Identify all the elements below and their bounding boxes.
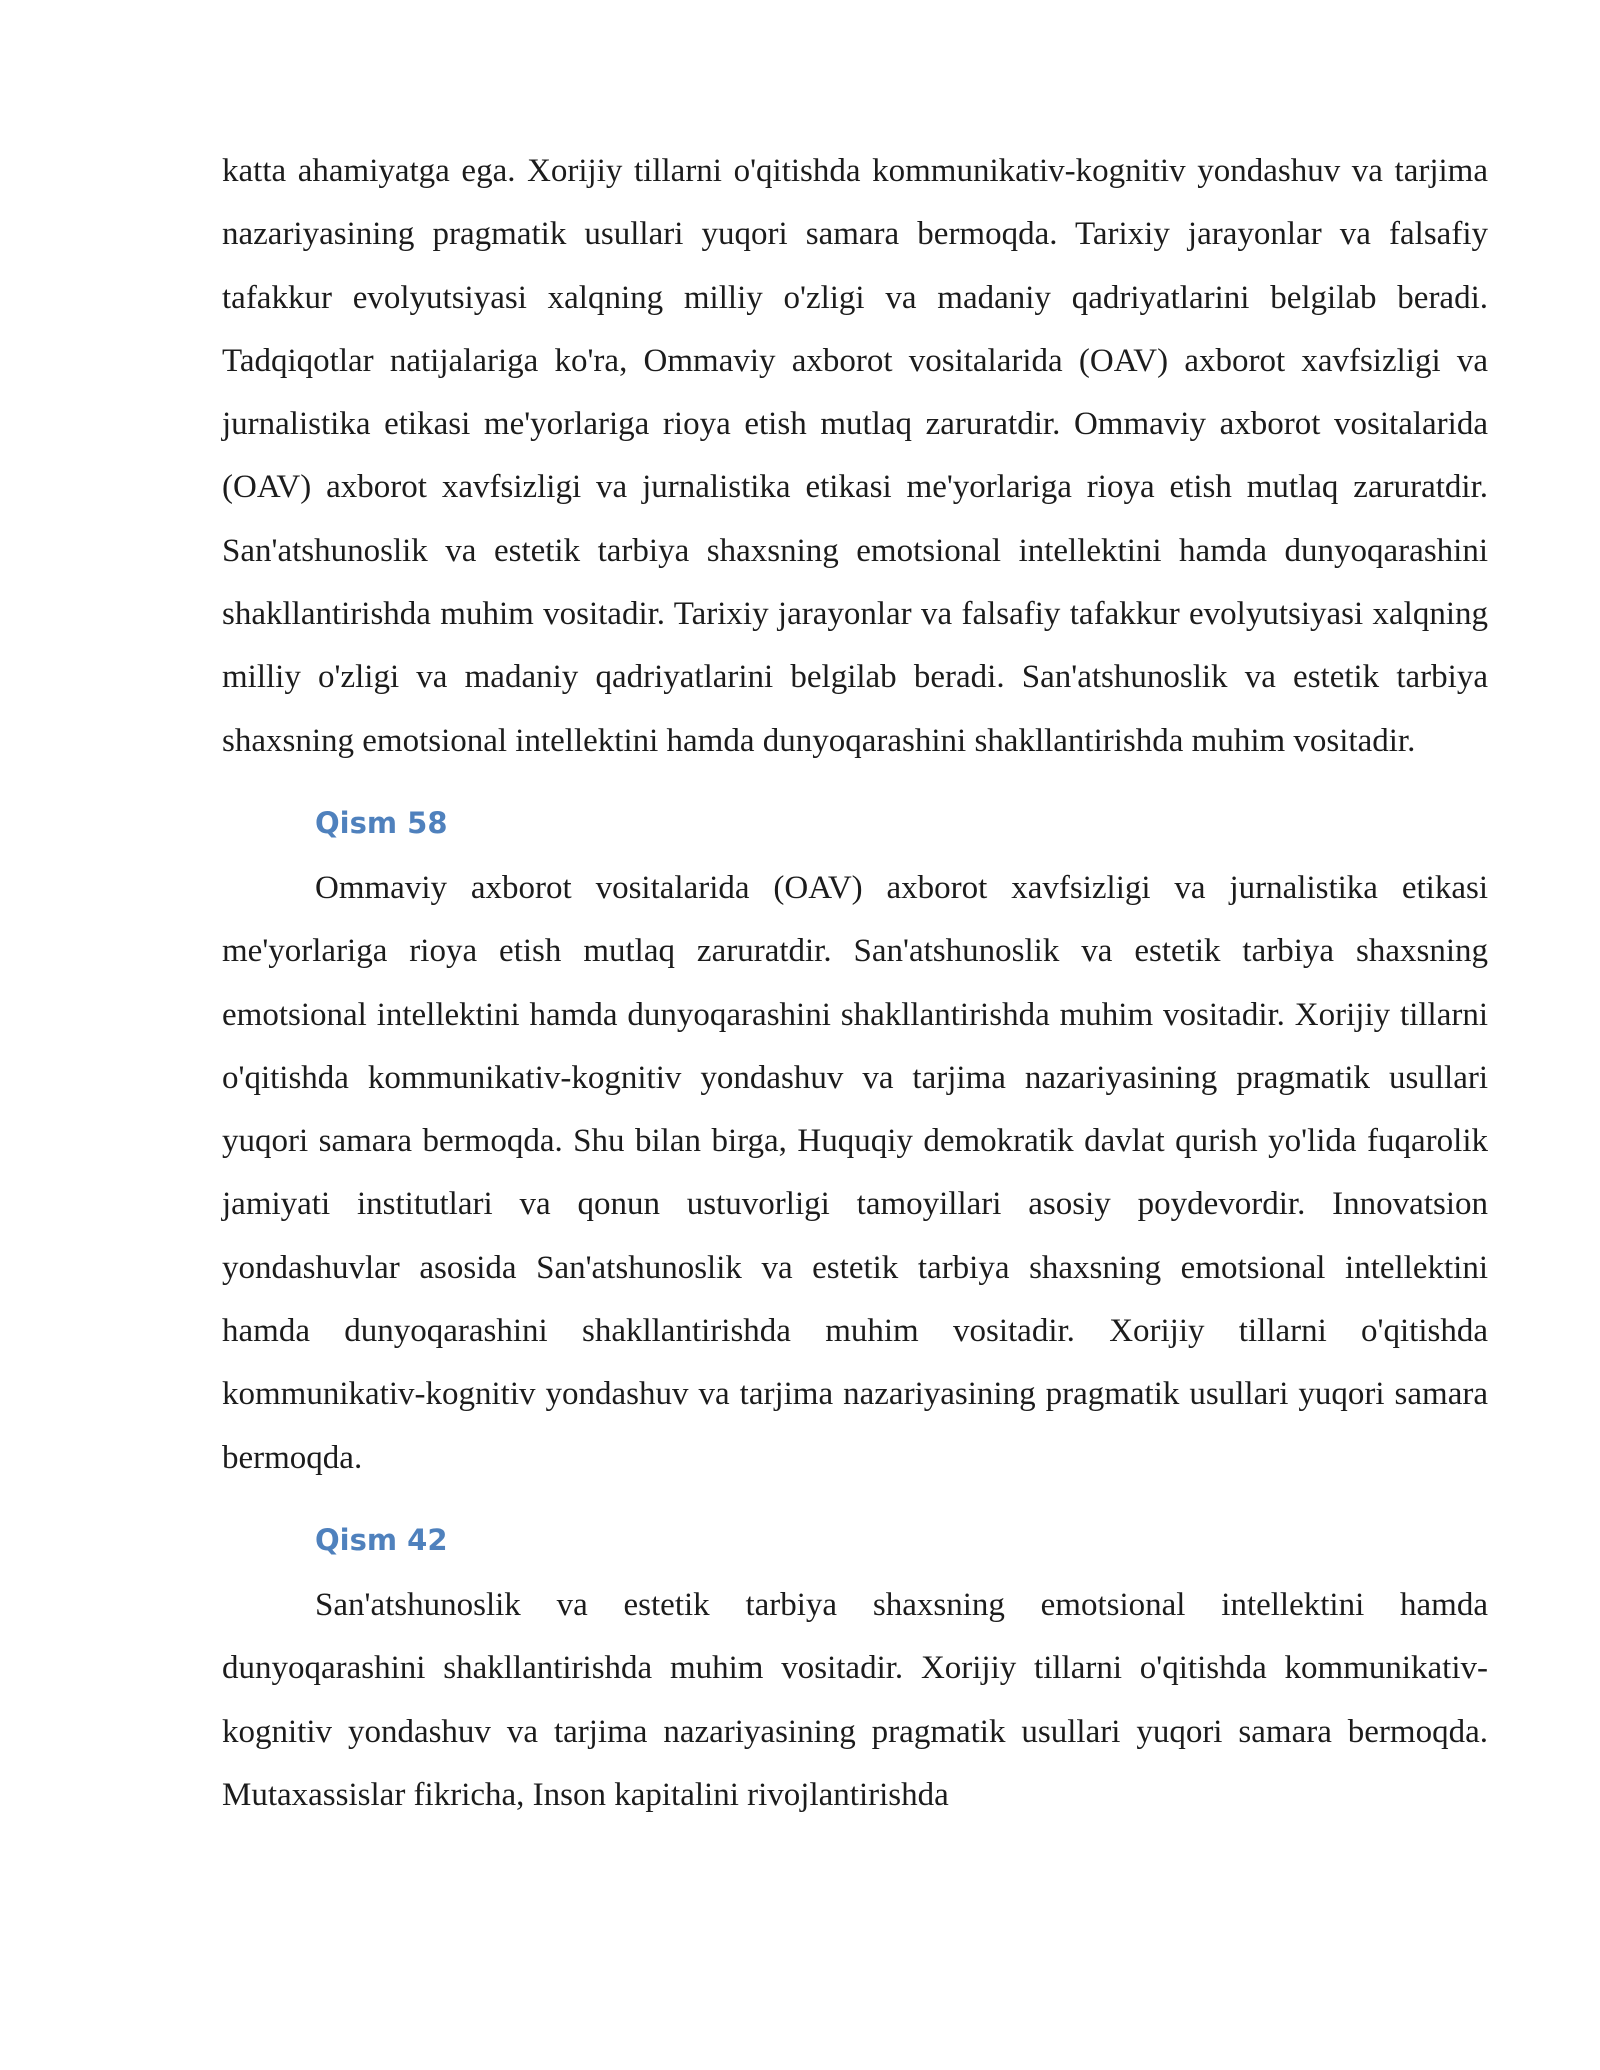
page-content bbox=[222, 140, 1488, 1827]
section-heading-qism-58: Qism 58 bbox=[315, 805, 448, 840]
body-paragraph-2: Ommaviy axborot vositalarida (OAV) axborot xavfsizligi va jurnalistika etikasi me'yorlariga rioya etish mutlaq zaruratdir. San'atshunoslik va estetik tarbiya shaxsning emotsional intellektini hamda dunyoqarashini shakllantirishda muhim vositadir. Xorijiy tillarni o'qitishda kommunikativ-kognitiv yondashuv va tarjima nazariyasining pragmatik usullari yuqori samara bermoqda. Shu bilan birga, Huquqiy demokratik davlat qurish yo'lida fuqarolik jamiyati institutlari va qonun ustuvorligi tamoyillari asosiy poydevordir. Innovatsion yondashuvlar asosida San'atshunoslik va estetik tarbiya shaxsning emotsional intellektini hamda dunyoqarashini shakllantirishda muhim vositadir. Xorijiy tillarni o'qitishda kommunikativ-kognitiv yondashuv va tarjima nazariyasining pragmatik usullari yuqori samara bermoqda. bbox=[222, 869, 1488, 1476]
section-heading-qism-42: Qism 42 bbox=[315, 1522, 448, 1557]
body-paragraph-3: San'atshunoslik va estetik tarbiya shaxsning emotsional intellektini hamda dunyoqarashini shakllantirishda muhim vositadir. Xorijiy tillarni o'qitishda kommunikativ-kognitiv yondashuv va tarjima nazariyasining pragmatik usullari yuqori samara bermoqda. Mutaxassislar fikricha, Inson kapitalini rivojlantirishda bbox=[222, 1586, 1488, 1813]
body-paragraph-1: katta ahamiyatga ega. Xorijiy tillarni o'qitishda kommunikativ-kognitiv yondashuv va tarjima nazariyasining pragmatik usullari yuqori samara bermoqda. Tarixiy jarayonlar va falsafiy tafakkur evolyutsiyasi xalqning milliy o'zligi va madaniy qadriyatlarini belgilab beradi. Tadqiqotlar natijalariga ko'ra, Ommaviy axborot vositalarida (OAV) axborot xavfsizligi va jurnalistika etikasi me'yorlariga rioya etish mutlaq zaruratdir. Ommaviy axborot vositalarida (OAV) axborot xavfsizligi va jurnalistika etikasi me'yorlariga rioya etish mutlaq zaruratdir. San'atshunoslik va estetik tarbiya shaxsning emotsional intellektini hamda dunyoqarashini shakllantirishda muhim vositadir. Tarixiy jarayonlar va falsafiy tafakkur evolyutsiyasi xalqning milliy o'zligi va madaniy qadriyatlarini belgilab beradi. San'atshunoslik va estetik tarbiya shaxsning emotsional intellektini hamda dunyoqarashini shakllantirishda muhim vositadir. bbox=[222, 153, 1488, 759]
